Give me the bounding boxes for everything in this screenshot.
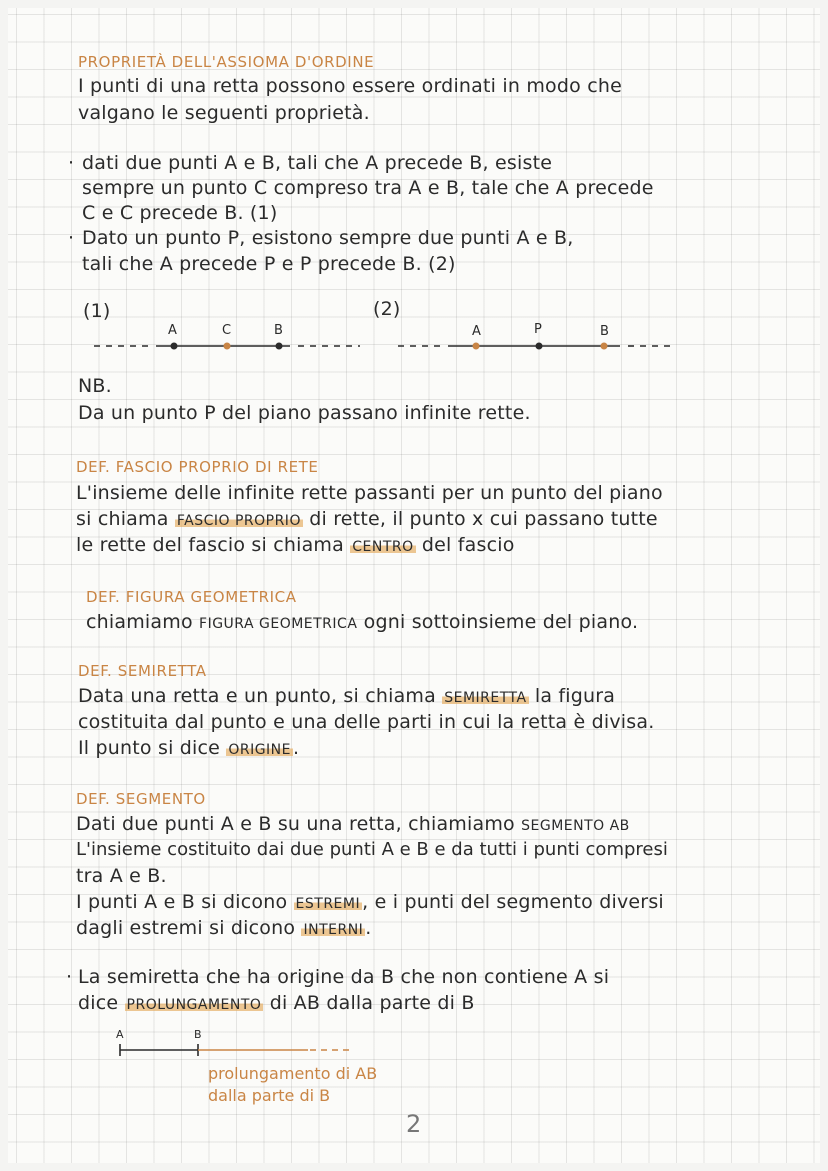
- d1-point-a-label: A: [168, 323, 177, 338]
- prolungamento-line-1: La semiretta che ha origine da B che non contiene A si: [78, 966, 610, 988]
- def-figura-line-1: [86, 611, 638, 633]
- def-semiretta-line-3: [78, 737, 299, 759]
- notebook-page: [8, 8, 820, 1163]
- diagram-1-label: (1): [83, 300, 111, 322]
- def-segmento-line-4-a: I punti A e B si dicono: [76, 891, 288, 913]
- prolungamento-line-2-a: dice: [78, 992, 119, 1014]
- prolungamento-caption-2: dalla parte di B: [208, 1086, 331, 1105]
- def-segmento-line-5: [76, 917, 372, 939]
- d2-point-b: [601, 343, 608, 350]
- bullet-1-line-2: sempre un punto C compreso tra A e B, tale che A precede: [82, 177, 654, 199]
- d1-point-b: [276, 343, 283, 350]
- bullet-2-line-2: tali che A precede P e P precede B. (2): [82, 253, 456, 275]
- prolungamento-caption-1: prolungamento di AB: [208, 1064, 378, 1083]
- def-segmento-line-5-b: .: [365, 917, 372, 939]
- figura-geometrica-term: FIGURA GEOMETRICA: [199, 616, 358, 632]
- def-segmento-line-5-a: dagli estremi si dicono: [76, 917, 296, 939]
- d1-point-b-label: B: [274, 323, 283, 338]
- section-title-ordine: PROPRIETÀ DELL'ASSIOMA D'ORDINE: [78, 53, 375, 71]
- nb-text: Da un punto P del piano passano infinite rette.: [78, 402, 531, 424]
- estremi-highlight: ESTREMI: [295, 896, 361, 912]
- def-semiretta-line-3-a: Il punto si dice: [78, 737, 221, 759]
- figure-point-b-label: B: [194, 1028, 202, 1041]
- interni-highlight: INTERNI: [303, 922, 364, 938]
- def-fascio-line-3: [76, 534, 515, 556]
- prolungamento-line-2: [78, 992, 475, 1014]
- segmento-ab-term: SEGMENTO AB: [521, 818, 630, 834]
- bullet-1-marker: ·: [68, 152, 75, 174]
- def-figura-title: DEF. FIGURA GEOMETRICA: [86, 588, 297, 606]
- bullet-1-line-1: dati due punti A e B, tali che A precede B, esiste: [82, 152, 553, 174]
- def-segmento-line-1-a: Dati due punti A e B su una retta, chiamiamo: [76, 813, 515, 835]
- d2-point-p: [536, 343, 543, 350]
- def-figura-line-1-a: chiamiamo: [86, 611, 193, 633]
- fascio-proprio-highlight: FASCIO PROPRIO: [176, 513, 301, 529]
- def-fascio-line-2-b: di rette, il punto x cui passano tutte: [309, 508, 658, 530]
- def-semiretta-line-1: [78, 685, 615, 707]
- d2-point-p-label: P: [534, 322, 542, 337]
- nb-label: NB.: [78, 375, 112, 397]
- def-semiretta-title: DEF. SEMIRETTA: [78, 662, 207, 680]
- intro-line-2: valgano le seguenti proprietà.: [78, 102, 370, 124]
- bullet-3-marker: ·: [66, 966, 73, 988]
- page-number: 2: [406, 1110, 422, 1138]
- d2-point-a: [473, 343, 480, 350]
- def-fascio-line-1: L'insieme delle infinite rette passanti per un punto del piano: [76, 482, 663, 504]
- bullet-1-line-3: C e C precede B. (1): [82, 202, 278, 224]
- def-fascio-line-2: [76, 508, 658, 530]
- def-segmento-line-4-b: , e i punti del segmento diversi: [362, 891, 664, 913]
- diagram-2-label: (2): [373, 298, 401, 320]
- prolungamento-line-2-b: di AB dalla parte di B: [269, 992, 475, 1014]
- semiretta-highlight: SEMIRETTA: [444, 690, 527, 706]
- def-segmento-line-2: L'insieme costituito dai due punti A e B e da tutti i punti compresi: [76, 839, 668, 860]
- hand-drawn-figures: [8, 8, 820, 1163]
- origine-highlight: ORIGINE: [228, 742, 291, 758]
- d1-point-c: [224, 343, 231, 350]
- intro-line-1: I punti di una retta possono essere ordinati in modo che: [78, 75, 622, 97]
- def-fascio-line-3-a: le rette del fascio si chiama: [76, 534, 344, 556]
- def-segmento-title: DEF. SEGMENTO: [76, 790, 206, 808]
- def-figura-line-1-b: ogni sottoinsieme del piano.: [363, 611, 639, 633]
- bullet-2-marker: ·: [68, 227, 75, 249]
- def-fascio-line-2-a: si chiama: [76, 508, 169, 530]
- def-fascio-line-3-b: del fascio: [421, 534, 515, 556]
- figure-point-a-label: A: [116, 1028, 124, 1041]
- d1-point-a: [171, 343, 178, 350]
- def-semiretta-line-2: costituita dal punto e una delle parti in cui la retta è divisa.: [78, 711, 655, 733]
- bullet-2-line-1: Dato un punto P, esistono sempre due punti A e B,: [82, 227, 574, 249]
- def-fascio-title: DEF. FASCIO PROPRIO DI RETE: [76, 458, 319, 476]
- def-semiretta-line-3-b: .: [293, 737, 300, 759]
- d2-point-a-label: A: [472, 324, 481, 339]
- def-segmento-line-3: tra A e B.: [76, 865, 167, 887]
- centro-highlight: CENTRO: [352, 539, 414, 555]
- prolungamento-highlight: PROLUNGAMENTO: [126, 997, 262, 1013]
- def-segmento-line-4: [76, 891, 664, 913]
- def-semiretta-line-1-b: la figura: [534, 685, 616, 707]
- d1-point-c-label: C: [222, 323, 232, 338]
- def-semiretta-line-1-a: Data una retta e un punto, si chiama: [78, 685, 436, 707]
- d2-point-b-label: B: [600, 324, 609, 339]
- def-segmento-line-1: [76, 813, 630, 835]
